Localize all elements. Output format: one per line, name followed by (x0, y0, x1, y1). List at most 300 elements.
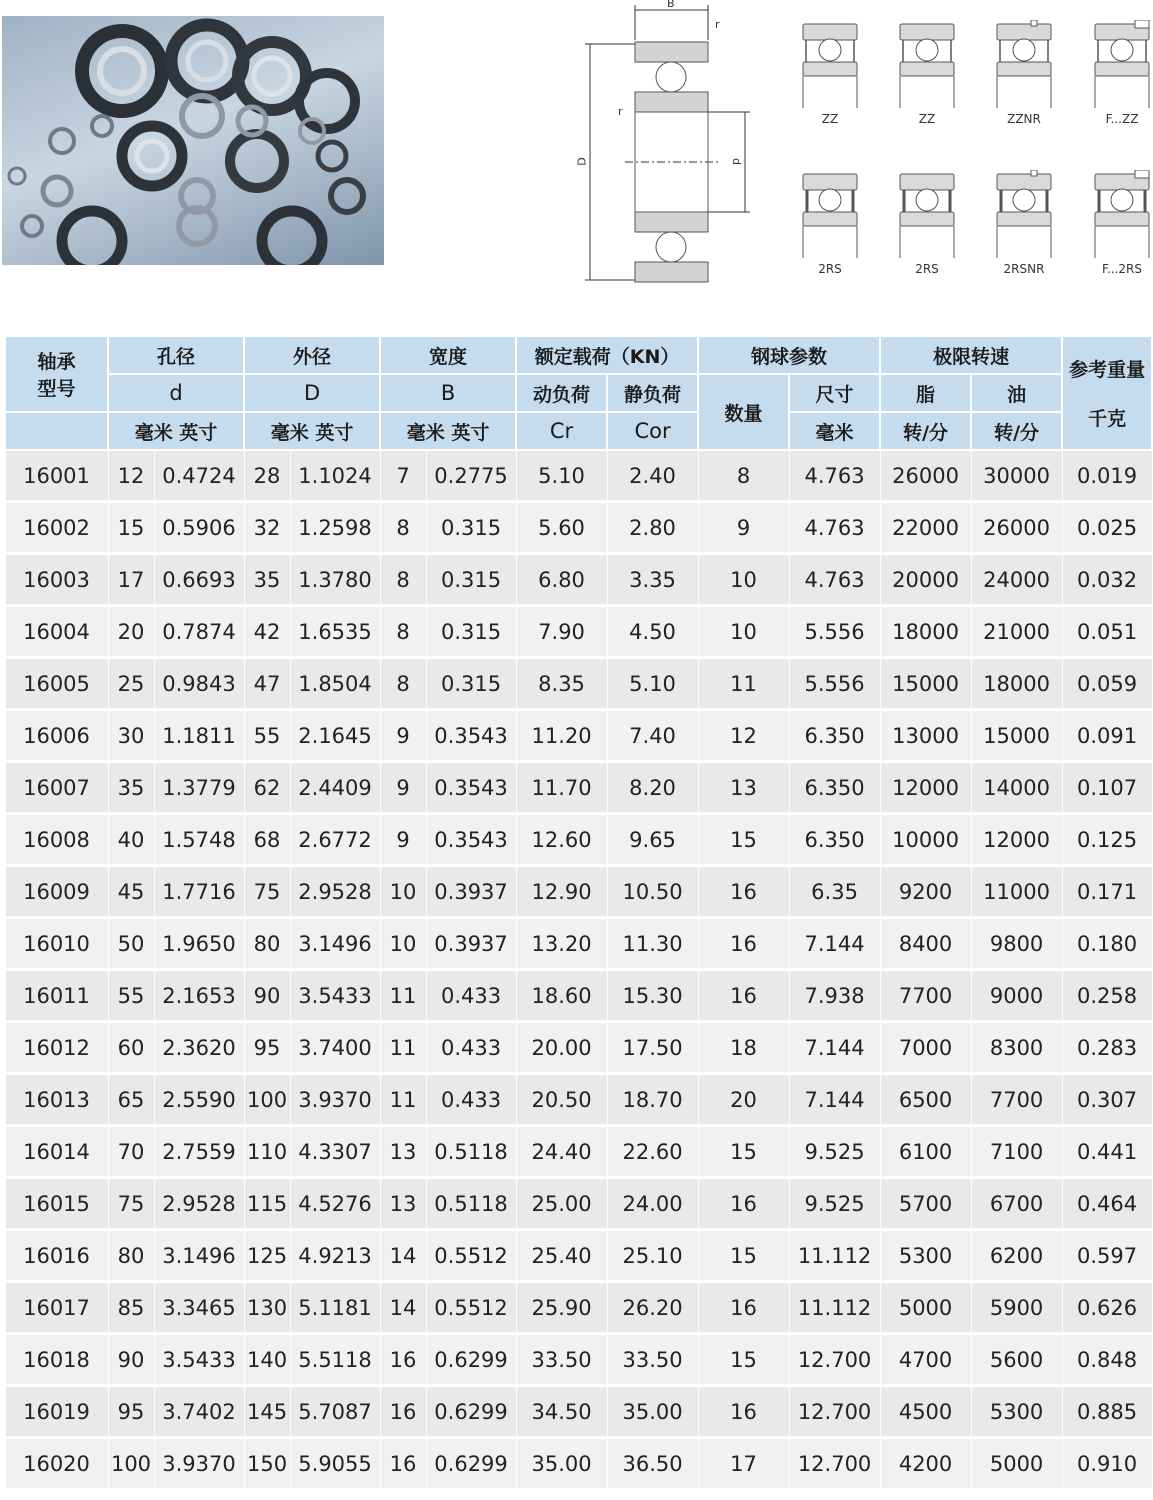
bearing-model-cell: 16014 (5, 1126, 108, 1178)
table-cell: 1.3779 (154, 762, 244, 814)
table-cell: 0.626 (1062, 1282, 1152, 1334)
bearing-model-cell: 16003 (5, 554, 108, 606)
table-cell: 17 (698, 1438, 789, 1490)
table-cell: 80 (244, 918, 290, 970)
table-cell: 1.5748 (154, 814, 244, 866)
bearing-model-cell: 16015 (5, 1178, 108, 1230)
table-cell: 45 (108, 866, 154, 918)
table-cell: 0.4724 (154, 450, 244, 502)
table-cell: 4.763 (789, 502, 880, 554)
table-cell: 5600 (971, 1334, 1062, 1386)
table-cell: 4500 (880, 1386, 971, 1438)
table-cell: 2.5590 (154, 1074, 244, 1126)
table-cell: 11 (698, 658, 789, 710)
table-cell: 2.9528 (154, 1178, 244, 1230)
width-dim-label: B (667, 0, 675, 10)
table-cell: 11.112 (789, 1230, 880, 1282)
table-cell: 1.1811 (154, 710, 244, 762)
table-cell: 2.1653 (154, 970, 244, 1022)
ball-size-header: 尺寸 (789, 374, 880, 412)
table-cell: 16 (698, 918, 789, 970)
table-row (5, 970, 1152, 1022)
table-cell: 16 (698, 1178, 789, 1230)
table-cell: 8300 (971, 1022, 1062, 1074)
table-cell: 62 (244, 762, 290, 814)
seal-type-1 (790, 20, 870, 160)
seal-type-7 (984, 170, 1064, 310)
table-cell: 4.9213 (290, 1230, 380, 1282)
table-cell: 47 (244, 658, 290, 710)
cr-header: Cr (516, 412, 607, 450)
table-cell: 24.40 (516, 1126, 607, 1178)
table-cell: 8 (380, 502, 426, 554)
table-cell: 9.525 (789, 1178, 880, 1230)
table-cell: 35.00 (607, 1386, 698, 1438)
table-cell: 11000 (971, 866, 1062, 918)
weight-header: 参考重量 千克 (1062, 336, 1152, 450)
table-cell: 100 (244, 1074, 290, 1126)
outer-symbol: D (244, 374, 380, 412)
table-cell: 18.60 (516, 970, 607, 1022)
seal-icon (1091, 20, 1153, 110)
table-cell: 85 (108, 1282, 154, 1334)
table-cell: 145 (244, 1386, 290, 1438)
bearing-model-cell: 16018 (5, 1334, 108, 1386)
table-cell: 14 (380, 1230, 426, 1282)
table-cell: 0.258 (1062, 970, 1152, 1022)
table-cell: 3.7402 (154, 1386, 244, 1438)
table-cell: 0.848 (1062, 1334, 1152, 1386)
table-cell: 16 (380, 1386, 426, 1438)
seal-type-4 (1082, 20, 1153, 160)
table-cell: 25 (108, 658, 154, 710)
table-row (5, 1334, 1152, 1386)
table-cell: 9 (380, 710, 426, 762)
outer-diameter-dim-label: D (575, 157, 589, 166)
table-cell: 6500 (880, 1074, 971, 1126)
table-cell: 35 (244, 554, 290, 606)
table-cell: 7700 (880, 970, 971, 1022)
table-row (5, 658, 1152, 710)
bore-unit: 毫米 英寸 (108, 412, 244, 450)
table-cell: 17.50 (607, 1022, 698, 1074)
table-cell: 0.171 (1062, 866, 1152, 918)
table-cell: 0.283 (1062, 1022, 1152, 1074)
table-cell: 15 (698, 1334, 789, 1386)
table-cell: 9.525 (789, 1126, 880, 1178)
table-cell: 13 (380, 1178, 426, 1230)
table-cell: 1.6535 (290, 606, 380, 658)
table-cell: 90 (108, 1334, 154, 1386)
table-cell: 5000 (880, 1282, 971, 1334)
table-cell: 0.433 (426, 1022, 516, 1074)
seal-type-2 (887, 20, 967, 160)
seal-type-8 (1082, 170, 1153, 310)
table-cell: 8 (380, 606, 426, 658)
table-cell: 11.30 (607, 918, 698, 970)
table-cell: 6100 (880, 1126, 971, 1178)
table-cell: 8.20 (607, 762, 698, 814)
table-cell: 0.3937 (426, 866, 516, 918)
spec-table-body (5, 450, 1152, 1490)
table-cell: 7.90 (516, 606, 607, 658)
table-cell: 28 (244, 450, 290, 502)
table-cell: 9800 (971, 918, 1062, 970)
table-cell: 30 (108, 710, 154, 762)
bore-symbol: d (108, 374, 244, 412)
table-cell: 2.3620 (154, 1022, 244, 1074)
model-header: 轴承 型号 (5, 336, 108, 412)
table-cell: 16 (698, 1386, 789, 1438)
table-cell: 0.315 (426, 606, 516, 658)
table-cell: 21000 (971, 606, 1062, 658)
bearing-model-cell: 16012 (5, 1022, 108, 1074)
bearing-model-cell: 16009 (5, 866, 108, 918)
table-cell: 18.70 (607, 1074, 698, 1126)
table-cell: 4.763 (789, 554, 880, 606)
table-cell: 9 (698, 502, 789, 554)
table-cell: 35 (108, 762, 154, 814)
table-cell: 14 (380, 1282, 426, 1334)
table-cell: 12.90 (516, 866, 607, 918)
table-cell: 2.1645 (290, 710, 380, 762)
table-cell: 0.5118 (426, 1126, 516, 1178)
table-cell: 10 (380, 866, 426, 918)
table-row (5, 1438, 1152, 1490)
table-cell: 10 (380, 918, 426, 970)
table-cell: 0.597 (1062, 1230, 1152, 1282)
table-cell: 2.40 (607, 450, 698, 502)
table-cell: 8400 (880, 918, 971, 970)
table-cell: 0.5906 (154, 502, 244, 554)
table-cell: 18000 (971, 658, 1062, 710)
table-cell: 55 (108, 970, 154, 1022)
table-cell: 5.556 (789, 606, 880, 658)
table-cell: 5.556 (789, 658, 880, 710)
static-header: 静负荷 (607, 374, 698, 412)
bearing-model-cell: 16020 (5, 1438, 108, 1490)
model-subheader (5, 412, 108, 450)
seal-label: F...2RS (1101, 262, 1142, 276)
table-cell: 7.938 (789, 970, 880, 1022)
bearing-model-cell: 16006 (5, 710, 108, 762)
table-cell: 10 (698, 554, 789, 606)
table-cell: 8.35 (516, 658, 607, 710)
table-cell: 7.144 (789, 1074, 880, 1126)
table-row (5, 814, 1152, 866)
table-cell: 0.307 (1062, 1074, 1152, 1126)
table-cell: 0.107 (1062, 762, 1152, 814)
cor-header: Cor (607, 412, 698, 450)
table-cell: 13.20 (516, 918, 607, 970)
ball-header: 钢球参数 (698, 336, 880, 374)
width-unit: 毫米 英寸 (380, 412, 516, 450)
table-row (5, 1178, 1152, 1230)
table-cell: 3.35 (607, 554, 698, 606)
table-cell: 3.5433 (290, 970, 380, 1022)
table-cell: 0.2775 (426, 450, 516, 502)
table-cell: 20.50 (516, 1074, 607, 1126)
table-row (5, 918, 1152, 970)
table-cell: 5300 (880, 1230, 971, 1282)
table-cell: 6700 (971, 1178, 1062, 1230)
table-cell: 0.125 (1062, 814, 1152, 866)
table-cell: 36.50 (607, 1438, 698, 1490)
table-cell: 11 (380, 1022, 426, 1074)
bearing-model-cell: 16002 (5, 502, 108, 554)
table-cell: 8 (380, 658, 426, 710)
table-cell: 0.180 (1062, 918, 1152, 970)
table-cell: 2.7559 (154, 1126, 244, 1178)
bearing-model-cell: 16017 (5, 1282, 108, 1334)
table-cell: 42 (244, 606, 290, 658)
table-cell: 16 (698, 866, 789, 918)
load-header: 额定载荷（KN） (516, 336, 698, 374)
table-cell: 24.00 (607, 1178, 698, 1230)
table-cell: 6200 (971, 1230, 1062, 1282)
table-cell: 0.885 (1062, 1386, 1152, 1438)
table-cell: 1.7716 (154, 866, 244, 918)
table-cell: 115 (244, 1178, 290, 1230)
table-cell: 3.7400 (290, 1022, 380, 1074)
table-cell: 20 (698, 1074, 789, 1126)
table-cell: 32 (244, 502, 290, 554)
table-cell: 0.6693 (154, 554, 244, 606)
seal-icon (799, 20, 861, 110)
table-cell: 0.7874 (154, 606, 244, 658)
table-cell: 12.700 (789, 1438, 880, 1490)
table-cell: 15 (698, 1126, 789, 1178)
table-cell: 3.5433 (154, 1334, 244, 1386)
table-cell: 7 (380, 450, 426, 502)
table-cell: 11 (380, 1074, 426, 1126)
table-row (5, 1074, 1152, 1126)
grease-header: 脂 (880, 374, 971, 412)
bearing-model-cell: 16004 (5, 606, 108, 658)
table-cell: 12.60 (516, 814, 607, 866)
table-cell: 3.1496 (154, 1230, 244, 1282)
table-cell: 11.70 (516, 762, 607, 814)
table-cell: 15.30 (607, 970, 698, 1022)
table-cell: 2.6772 (290, 814, 380, 866)
table-row (5, 606, 1152, 658)
width-symbol: B (380, 374, 516, 412)
table-cell: 30000 (971, 450, 1062, 502)
table-cell: 0.3543 (426, 814, 516, 866)
table-cell: 17 (108, 554, 154, 606)
table-row (5, 450, 1152, 502)
table-cell: 8 (698, 450, 789, 502)
table-cell: 0.5512 (426, 1230, 516, 1282)
table-cell: 0.315 (426, 554, 516, 606)
table-cell: 6.350 (789, 814, 880, 866)
table-cell: 7.144 (789, 918, 880, 970)
table-cell: 65 (108, 1074, 154, 1126)
table-cell: 9 (380, 814, 426, 866)
table-cell: 0.315 (426, 502, 516, 554)
seal-type-6 (887, 170, 967, 310)
table-cell: 35.00 (516, 1438, 607, 1490)
table-cell: 20000 (880, 554, 971, 606)
table-cell: 7.40 (607, 710, 698, 762)
table-cell: 12.700 (789, 1386, 880, 1438)
seal-label: 2RS (915, 262, 939, 276)
table-cell: 4.50 (607, 606, 698, 658)
table-cell: 16 (698, 1282, 789, 1334)
bearing-model-cell: 16008 (5, 814, 108, 866)
table-cell: 4.763 (789, 450, 880, 502)
seal-label: F...ZZ (1105, 112, 1139, 126)
table-cell: 95 (108, 1386, 154, 1438)
table-cell: 0.9843 (154, 658, 244, 710)
table-cell: 15 (108, 502, 154, 554)
table-cell: 9.65 (607, 814, 698, 866)
table-row (5, 1282, 1152, 1334)
table-cell: 0.441 (1062, 1126, 1152, 1178)
bore-header: 孔径 (108, 336, 244, 374)
table-cell: 1.9650 (154, 918, 244, 970)
bearings-photo (2, 16, 384, 265)
table-cell: 18000 (880, 606, 971, 658)
table-cell: 0.6299 (426, 1438, 516, 1490)
oil-unit: 转/分 (971, 412, 1062, 450)
table-cell: 5900 (971, 1282, 1062, 1334)
table-cell: 12 (698, 710, 789, 762)
table-cell: 33.50 (516, 1334, 607, 1386)
table-cell: 9200 (880, 866, 971, 918)
table-cell: 3.9370 (290, 1074, 380, 1126)
table-cell: 2.9528 (290, 866, 380, 918)
table-cell: 0.091 (1062, 710, 1152, 762)
table-cell: 15000 (971, 710, 1062, 762)
table-cell: 90 (244, 970, 290, 1022)
table-cell: 20 (108, 606, 154, 658)
table-cell: 9 (380, 762, 426, 814)
table-cell: 25.10 (607, 1230, 698, 1282)
table-cell: 16 (698, 970, 789, 1022)
oil-header: 油 (971, 374, 1062, 412)
ball-unit: 毫米 (789, 412, 880, 450)
table-cell: 75 (244, 866, 290, 918)
table-cell: 7.144 (789, 1022, 880, 1074)
bearing-spec-table (4, 335, 1153, 1491)
table-cell: 15 (698, 814, 789, 866)
table-cell: 75 (108, 1178, 154, 1230)
table-row (5, 1230, 1152, 1282)
seal-type-3 (984, 20, 1064, 160)
seal-icon (896, 170, 958, 260)
table-cell: 130 (244, 1282, 290, 1334)
table-cell: 5700 (880, 1178, 971, 1230)
table-cell: 0.3543 (426, 710, 516, 762)
table-cell: 70 (108, 1126, 154, 1178)
seal-icon (1091, 170, 1153, 260)
bearing-model-cell: 16007 (5, 762, 108, 814)
table-cell: 24000 (971, 554, 1062, 606)
table-cell: 12000 (971, 814, 1062, 866)
table-cell: 110 (244, 1126, 290, 1178)
bearing-model-cell: 16005 (5, 658, 108, 710)
table-row (5, 762, 1152, 814)
table-cell: 5.9055 (290, 1438, 380, 1490)
table-cell: 5.10 (607, 658, 698, 710)
table-cell: 5000 (971, 1438, 1062, 1490)
table-cell: 100 (108, 1438, 154, 1490)
table-cell: 0.910 (1062, 1438, 1152, 1490)
table-cell: 6.35 (789, 866, 880, 918)
table-cell: 20.00 (516, 1022, 607, 1074)
table-cell: 4700 (880, 1334, 971, 1386)
table-cell: 0.6299 (426, 1334, 516, 1386)
seal-icon (993, 170, 1055, 260)
table-cell: 2.80 (607, 502, 698, 554)
table-cell: 40 (108, 814, 154, 866)
width-header: 宽度 (380, 336, 516, 374)
table-cell: 16 (380, 1438, 426, 1490)
table-cell: 3.9370 (154, 1438, 244, 1490)
table-cell: 11.112 (789, 1282, 880, 1334)
table-cell: 68 (244, 814, 290, 866)
table-cell: 11.20 (516, 710, 607, 762)
table-cell: 5.10 (516, 450, 607, 502)
table-cell: 80 (108, 1230, 154, 1282)
table-cell: 10.50 (607, 866, 698, 918)
seal-type-5 (790, 170, 870, 310)
table-cell: 0.3543 (426, 762, 516, 814)
table-cell: 5.60 (516, 502, 607, 554)
table-cell: 4.5276 (290, 1178, 380, 1230)
table-cell: 25.40 (516, 1230, 607, 1282)
table-cell: 0.5512 (426, 1282, 516, 1334)
table-cell: 10000 (880, 814, 971, 866)
table-cell: 25.90 (516, 1282, 607, 1334)
table-cell: 50 (108, 918, 154, 970)
bearing-model-cell: 16011 (5, 970, 108, 1022)
table-row (5, 554, 1152, 606)
table-cell: 9000 (971, 970, 1062, 1022)
table-cell: 12000 (880, 762, 971, 814)
table-row (5, 710, 1152, 762)
table-cell: 6.80 (516, 554, 607, 606)
table-cell: 6.350 (789, 710, 880, 762)
table-cell: 0.5118 (426, 1178, 516, 1230)
outer-header: 外径 (244, 336, 380, 374)
table-cell: 26.20 (607, 1282, 698, 1334)
seal-label: ZZ (918, 112, 936, 126)
table-cell: 0.464 (1062, 1178, 1152, 1230)
grease-unit: 转/分 (880, 412, 971, 450)
table-cell: 0.051 (1062, 606, 1152, 658)
table-cell: 22.60 (607, 1126, 698, 1178)
bore-dim-label: d (729, 158, 743, 165)
table-cell: 18 (698, 1022, 789, 1074)
table-cell: 4200 (880, 1438, 971, 1490)
table-cell: 0.433 (426, 970, 516, 1022)
table-cell: 140 (244, 1334, 290, 1386)
table-cell: 1.3780 (290, 554, 380, 606)
table-cell: 0.315 (426, 658, 516, 710)
seal-label: ZZ (821, 112, 839, 126)
table-cell: 15000 (880, 658, 971, 710)
radius-dim-label-side: r (618, 105, 623, 118)
table-cell: 150 (244, 1438, 290, 1490)
seal-icon (799, 170, 861, 260)
table-cell: 1.2598 (290, 502, 380, 554)
table-row (5, 1022, 1152, 1074)
table-cell: 26000 (880, 450, 971, 502)
table-cell: 14000 (971, 762, 1062, 814)
table-cell: 13 (698, 762, 789, 814)
